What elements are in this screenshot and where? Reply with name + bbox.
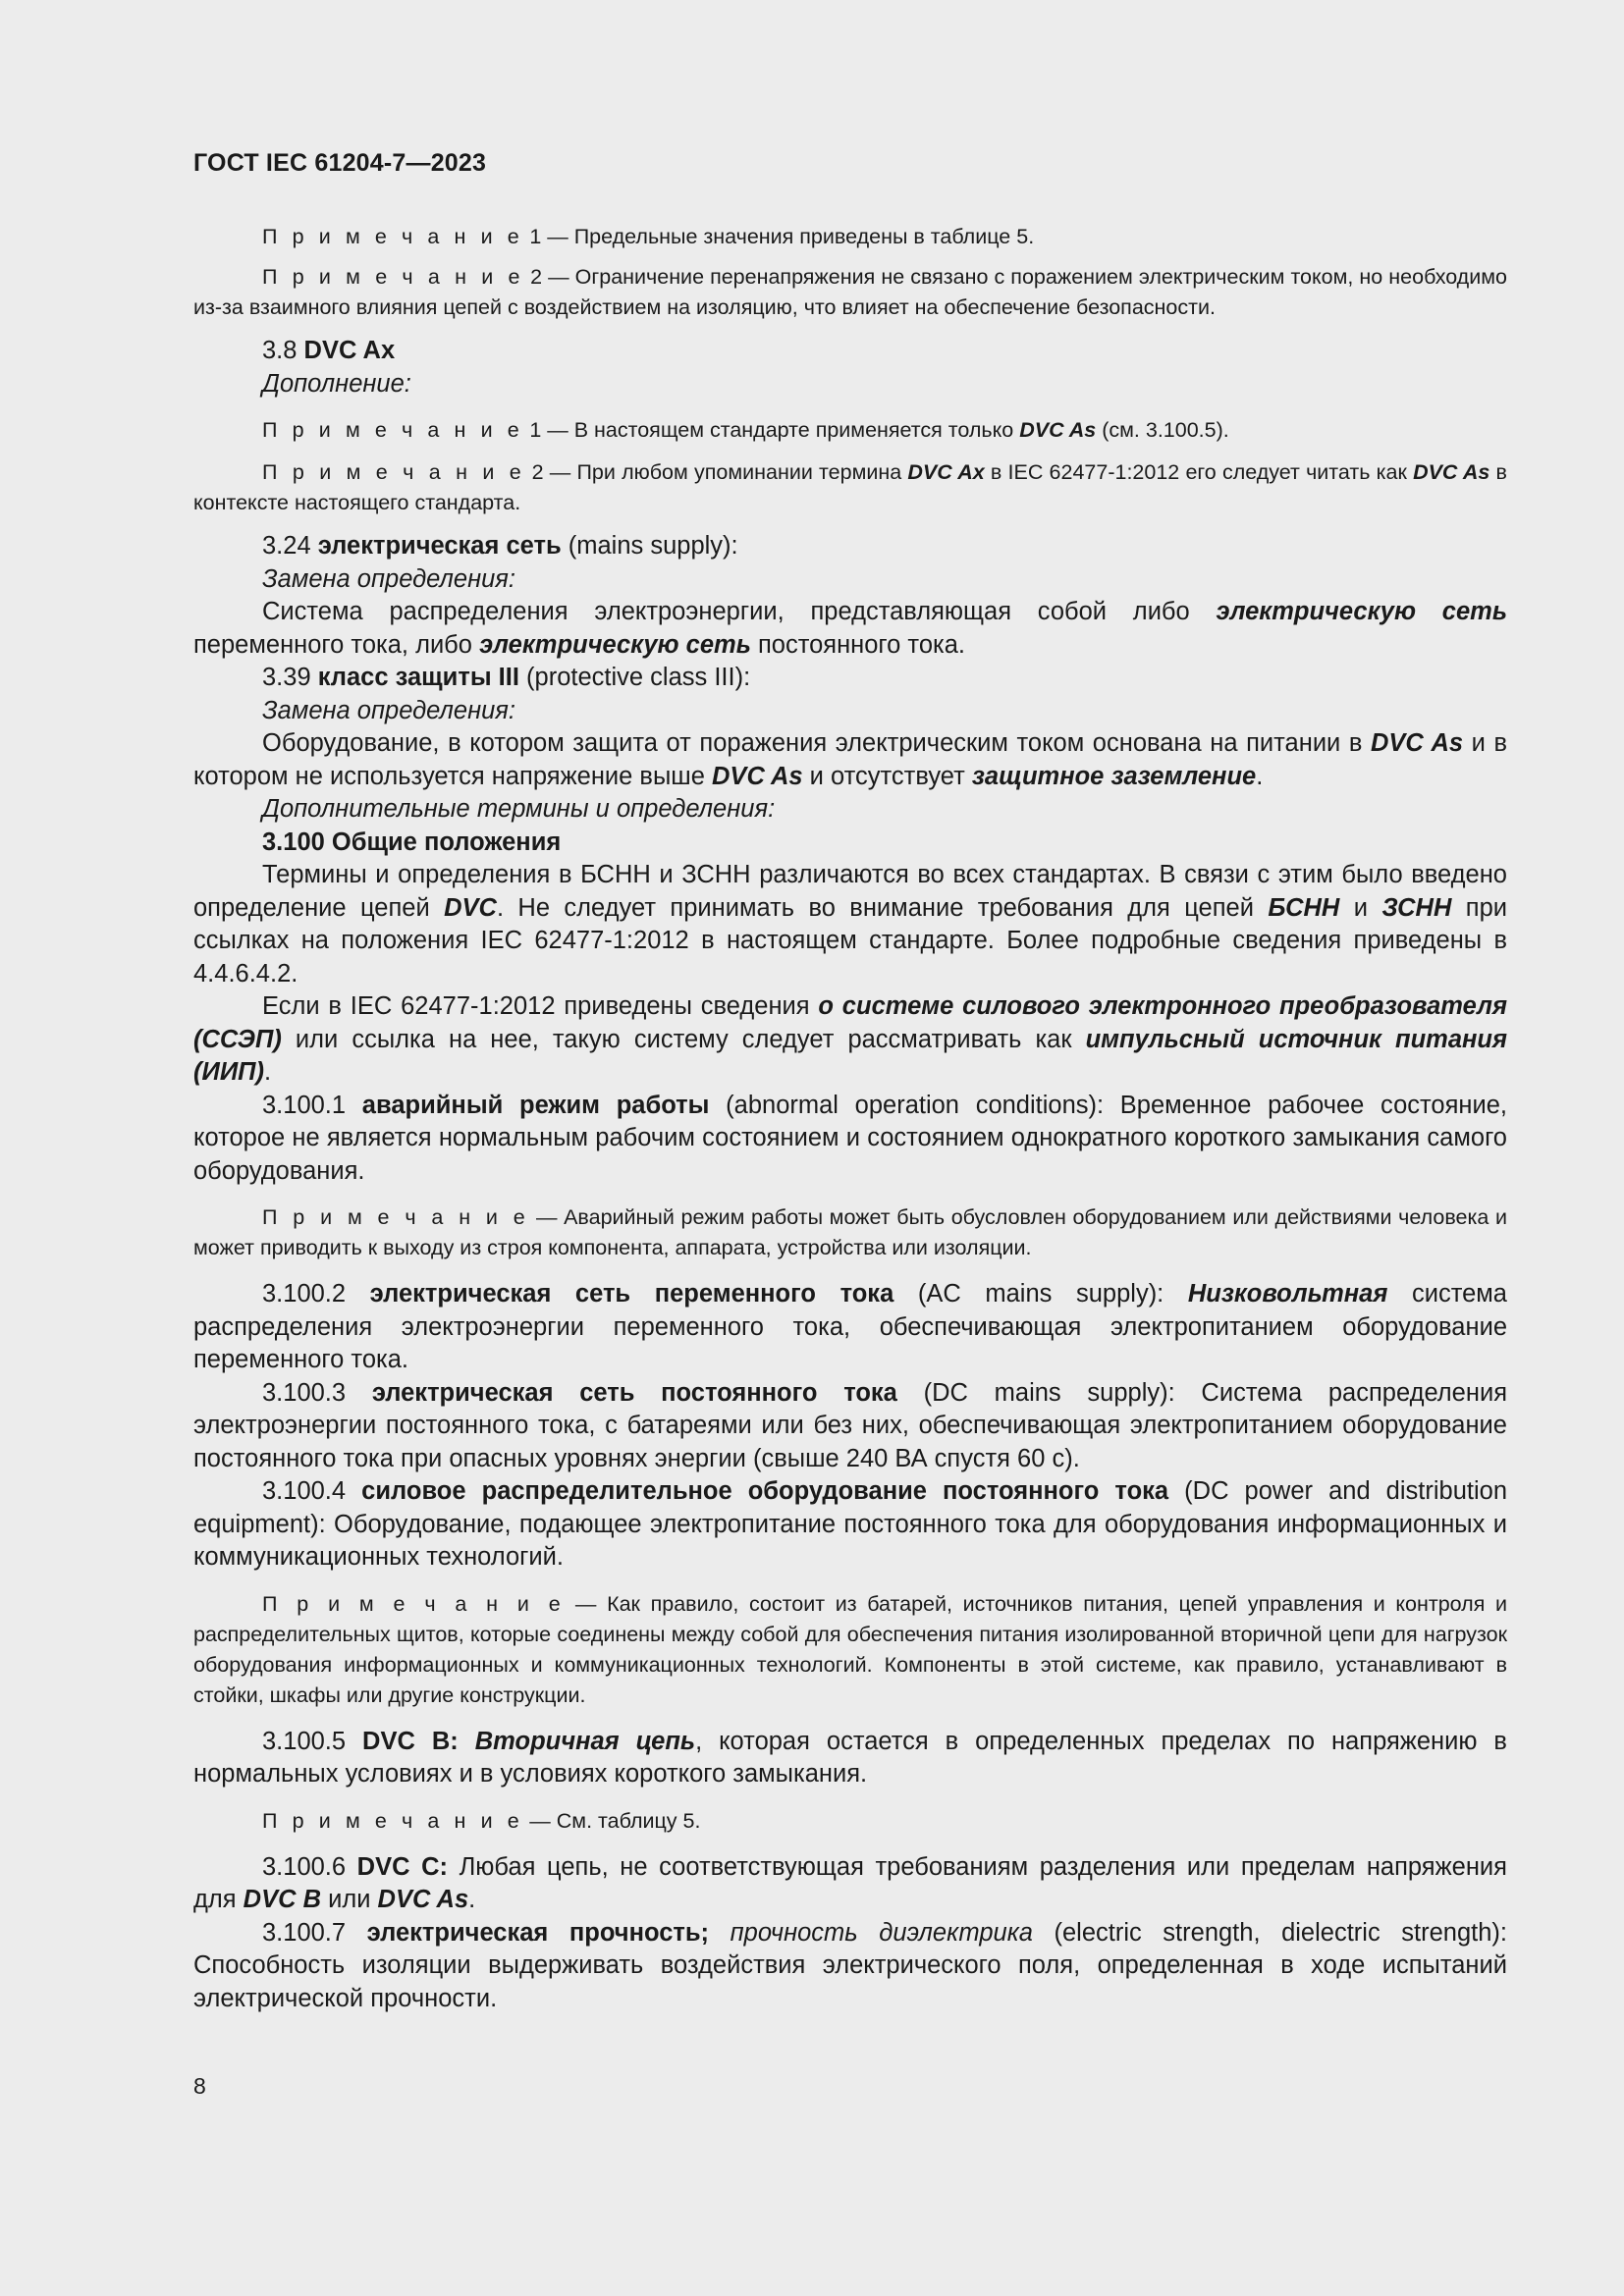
clause-3-100-4-note: П р и м е ч а н и е — Как правило, состоит из батарей, источников питания, цепей управления и контроля и распределительных щитов, которые соединены между собой для обеспечения питания изолированной вторичной цепи для нагрузок оборудования информационных и коммуникационных технологий. Компоненты в этой системе, как правило, устанавливают в стойки, шкафы или другие конструкции. (193, 1591, 1507, 1707)
clause-3-39-definition: Оборудование, в котором защита от поражения электрическим током основана на питании в DVC As и в котором не используется напряжение выше DVC As и отсутствует защитное заземление. (193, 729, 1507, 790)
clause-3-100-5-note: П р и м е ч а н и е — См. таблицу 5. (262, 1808, 701, 1833)
clause-3-100-4: 3.100.4 силовое распределительное оборудование постоянного тока (DC power and distribution equipment): Оборудование, подающее электропитание постоянного тока для оборудования информационных и коммуникационных технологий. (193, 1477, 1508, 1571)
clause-3-8-note-1: П р и м е ч а н и е 1 — В настоящем стандарте применяется только DVC As (см. 3.100.5). (262, 418, 1229, 442)
document-header: ГОСТ IEC 61204-7—2023 (193, 149, 487, 177)
note-label: П р и м е ч а н и е (262, 1808, 524, 1833)
clause-3-100-2: 3.100.2 электрическая сеть переменного тока (AC mains supply): Низковольтная система распределения электроэнергии переменного тока, обеспечивающая электропитанием оборудование переменного тока. (193, 1280, 1507, 1373)
clause-3-100-1-note: П р и м е ч а н и е — Аварийный режим работы может быть обусловлен оборудованием или действиями человека и может приводить к выходу из строя компонента, аппарата, устройства или изоляции. (193, 1205, 1507, 1259)
clause-3-100-6: 3.100.6 DVC C: Любая цепь, не соответствующая требованиям разделения или пределам напряжения для DVC B или DVC As. (193, 1852, 1507, 1913)
note-limit-values: П р и м е ч а н и е 1 — Предельные значения приведены в таблице 5. (262, 225, 1035, 248)
clause-3-24-title: 3.24 электрическая сеть (mains supply): (262, 532, 738, 560)
note-label: П р и м е ч а н и е (262, 265, 525, 289)
note-label: П р и м е ч а н и е (262, 418, 524, 442)
additional-terms-heading: Дополнительные термины и определения: (262, 795, 776, 823)
clause-3-8-title: 3.8 DVC Ax (262, 337, 396, 364)
clause-3-39-title: 3.39 класс защиты III (protective class III): (262, 664, 751, 691)
clause-3-8-note-2: П р и м е ч а н и е 2 — При любом упоминании термина DVC Ax в IEC 62477-1:2012 его следует читать как DVC As в контексте настоящего стандарта. (193, 460, 1507, 514)
clause-3-100-3: 3.100.3 электрическая сеть постоянного тока (DC mains supply): Система распределения электроэнергии постоянного тока, с батареями или без них, обеспечивающая электропитанием оборудование постоянного тока при опасных уровнях энергии (свыше 240 ВА спустя 60 с). (193, 1378, 1507, 1472)
clause-3-100-7: 3.100.7 электрическая прочность; прочность диэлектрика (electric strength, dielectric strength): Способность изоляции выдерживать воздействия электрического поля, определенная в ходе испытаний электрической прочности. (193, 1918, 1507, 2012)
clause-3-100-heading: 3.100 Общие положения (262, 828, 562, 856)
note-label: П р и м е ч а н и е (262, 1591, 566, 1616)
clause-3-24-definition: Система распределения электроэнергии, представляющая собой либо электрическую сеть переменного тока, либо электрическую сеть постоянного тока. (193, 598, 1507, 659)
clause-3-100-5: 3.100.5 DVC B: Вторичная цепь, которая остается в определенных пределах по напряжению в нормальных условиях и в условиях короткого замыкания. (193, 1727, 1507, 1788)
note-label: П р и м е ч а н и е (262, 225, 524, 248)
note-overvoltage: П р и м е ч а н и е 2 — Ограничение перенапряжения не связано с поражением электрическим током, но необходимо из-за взаимного влияния цепей с воздействием на изоляцию, что влияет на обеспечение безопасности. (193, 265, 1507, 319)
clause-3-39-replace: Замена определения: (262, 696, 516, 724)
clause-3-100-paragraph-1: Термины и определения в БСНН и ЗСНН различаются во всех стандартах. В связи с этим было введено определение цепей DVC. Не следует принимать во внимание требования для цепей БСНН и ЗСНН при ссылках на положения IEC 62477-1:2012 в настоящем стандарте. Более подробные сведения приведены в 4.4.6.4.2. (193, 861, 1507, 988)
clause-3-8-addition: Дополнение: (262, 369, 411, 398)
clause-3-100-1: 3.100.1 аварийный режим работы (abnormal operation conditions): Временное рабочее состояние, которое не является нормальным рабочим состоянием и состоянием однократного короткого замыкания самого оборудования. (193, 1091, 1508, 1185)
page-number: 8 (193, 2073, 206, 2099)
note-label: П р и м е ч а н и е (262, 460, 526, 484)
note-label: П р и м е ч а н и е (262, 1205, 530, 1229)
document-body (193, 222, 1507, 2015)
clause-3-24-replace: Замена определения: (262, 564, 516, 593)
clause-3-100-paragraph-2: Если в IEC 62477-1:2012 приведены сведения о системе силового электронного преобразователя (ССЭП) или ссылка на нее, такую систему следует рассматривать как импульсный источник питания (ИИП). (193, 992, 1507, 1086)
